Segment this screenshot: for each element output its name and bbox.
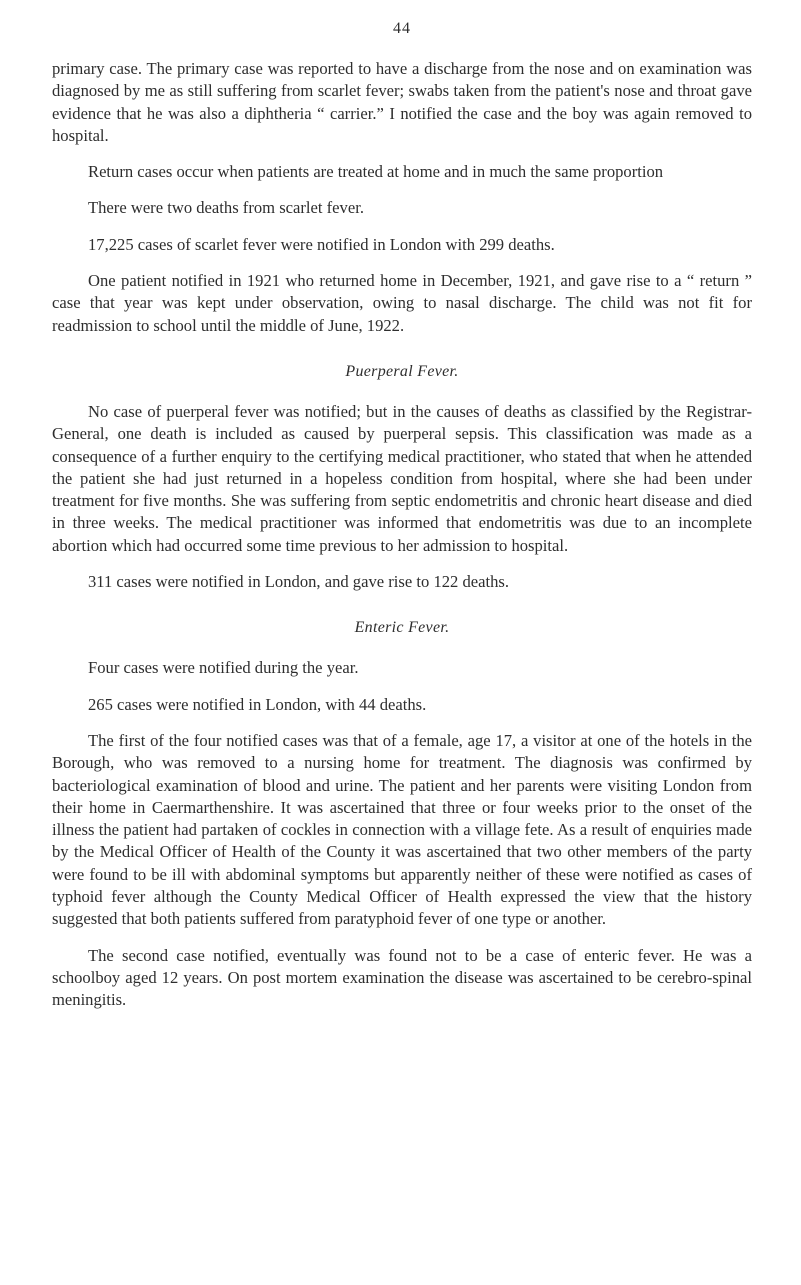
section-heading: Enteric Fever.: [354, 619, 450, 637]
page-number: 44: [393, 20, 411, 37]
paragraph: 311 cases were notified in London, and gave rise to 122 deaths.: [88, 572, 510, 592]
paragraph: The second case notified, eventually was found not to be a case of enteric fever. He was a schoolboy aged 12 years. On post mortem examination the disease was ascertained to be cerebro-spinal meningitis.: [52, 945, 752, 1010]
paragraph: There were two deaths from scarlet fever.: [88, 198, 364, 218]
section-heading: Puerperal Fever.: [345, 362, 459, 380]
paragraph: primary case. The primary case was reported to have a discharge from the nose and on examination was diagnosed by me as still suffering from scarlet fever; swabs taken from the patient's nose and throat gave evidence that he was also a diphtheria “ carrier.” I notified the case and the boy was again removed to hospital.: [52, 59, 752, 145]
paragraph: 265 cases were notified in London, with 44 deaths.: [88, 694, 427, 714]
puerperal-fever-section: [52, 363, 752, 593]
scarlet-fever-section: [52, 58, 752, 337]
paragraph: Four cases were notified during the year.: [88, 658, 359, 678]
paragraph: 17,225 cases of scarlet fever were notified in London with 299 deaths.: [88, 234, 555, 254]
paragraph: Return cases occur when patients are treated at home and in much the same proportion: [88, 162, 664, 182]
enteric-fever-section: [52, 619, 752, 1011]
document-page: [52, 20, 752, 1026]
paragraph: No case of puerperal fever was notified; but in the causes of deaths as classified by the Registrar-General, one death is included as caused by puerperal sepsis. This classification was made as a consequence of a further enquiry to the certifying medical practitioner, who stated that when he attended the patient she had just returned in a hopeless condition from hospital, where she had been under treatment for five months. She was suffering from septic endometritis and chronic heart disease and died in three weeks. The medical practitioner was informed that endometritis was due to an incomplete abortion which had occurred some time previous to her admission to hospital.: [52, 401, 752, 555]
paragraph: The first of the four notified cases was that of a female, age 17, a visitor at one of the hotels in the Borough, who was removed to a nursing home for treatment. The diagnosis was confirmed by bacteriological examination of blood and urine. The patient and her parents were visiting London from their home in Caermarthenshire. It was ascertained that three or four weeks prior to the onset of the illness the patient had partaken of cockles in connection with a village fete. As a result of enquiries made by the Medical Officer of Health of the County it was ascertained that two other members of the party were found to be ill with abdominal symptoms but apparently neither of these were notified as cases of typhoid fever although the County Medical Officer of Health expressed the view that the history suggested that both patients suffered from paratyphoid fever of one type or another.: [52, 730, 752, 929]
paragraph: One patient notified in 1921 who returned home in December, 1921, and gave rise to a “ return ” case that year was kept under observation, owing to nasal discharge. The child was not fit for readmission to school until the middle of June, 1922.: [52, 271, 752, 335]
